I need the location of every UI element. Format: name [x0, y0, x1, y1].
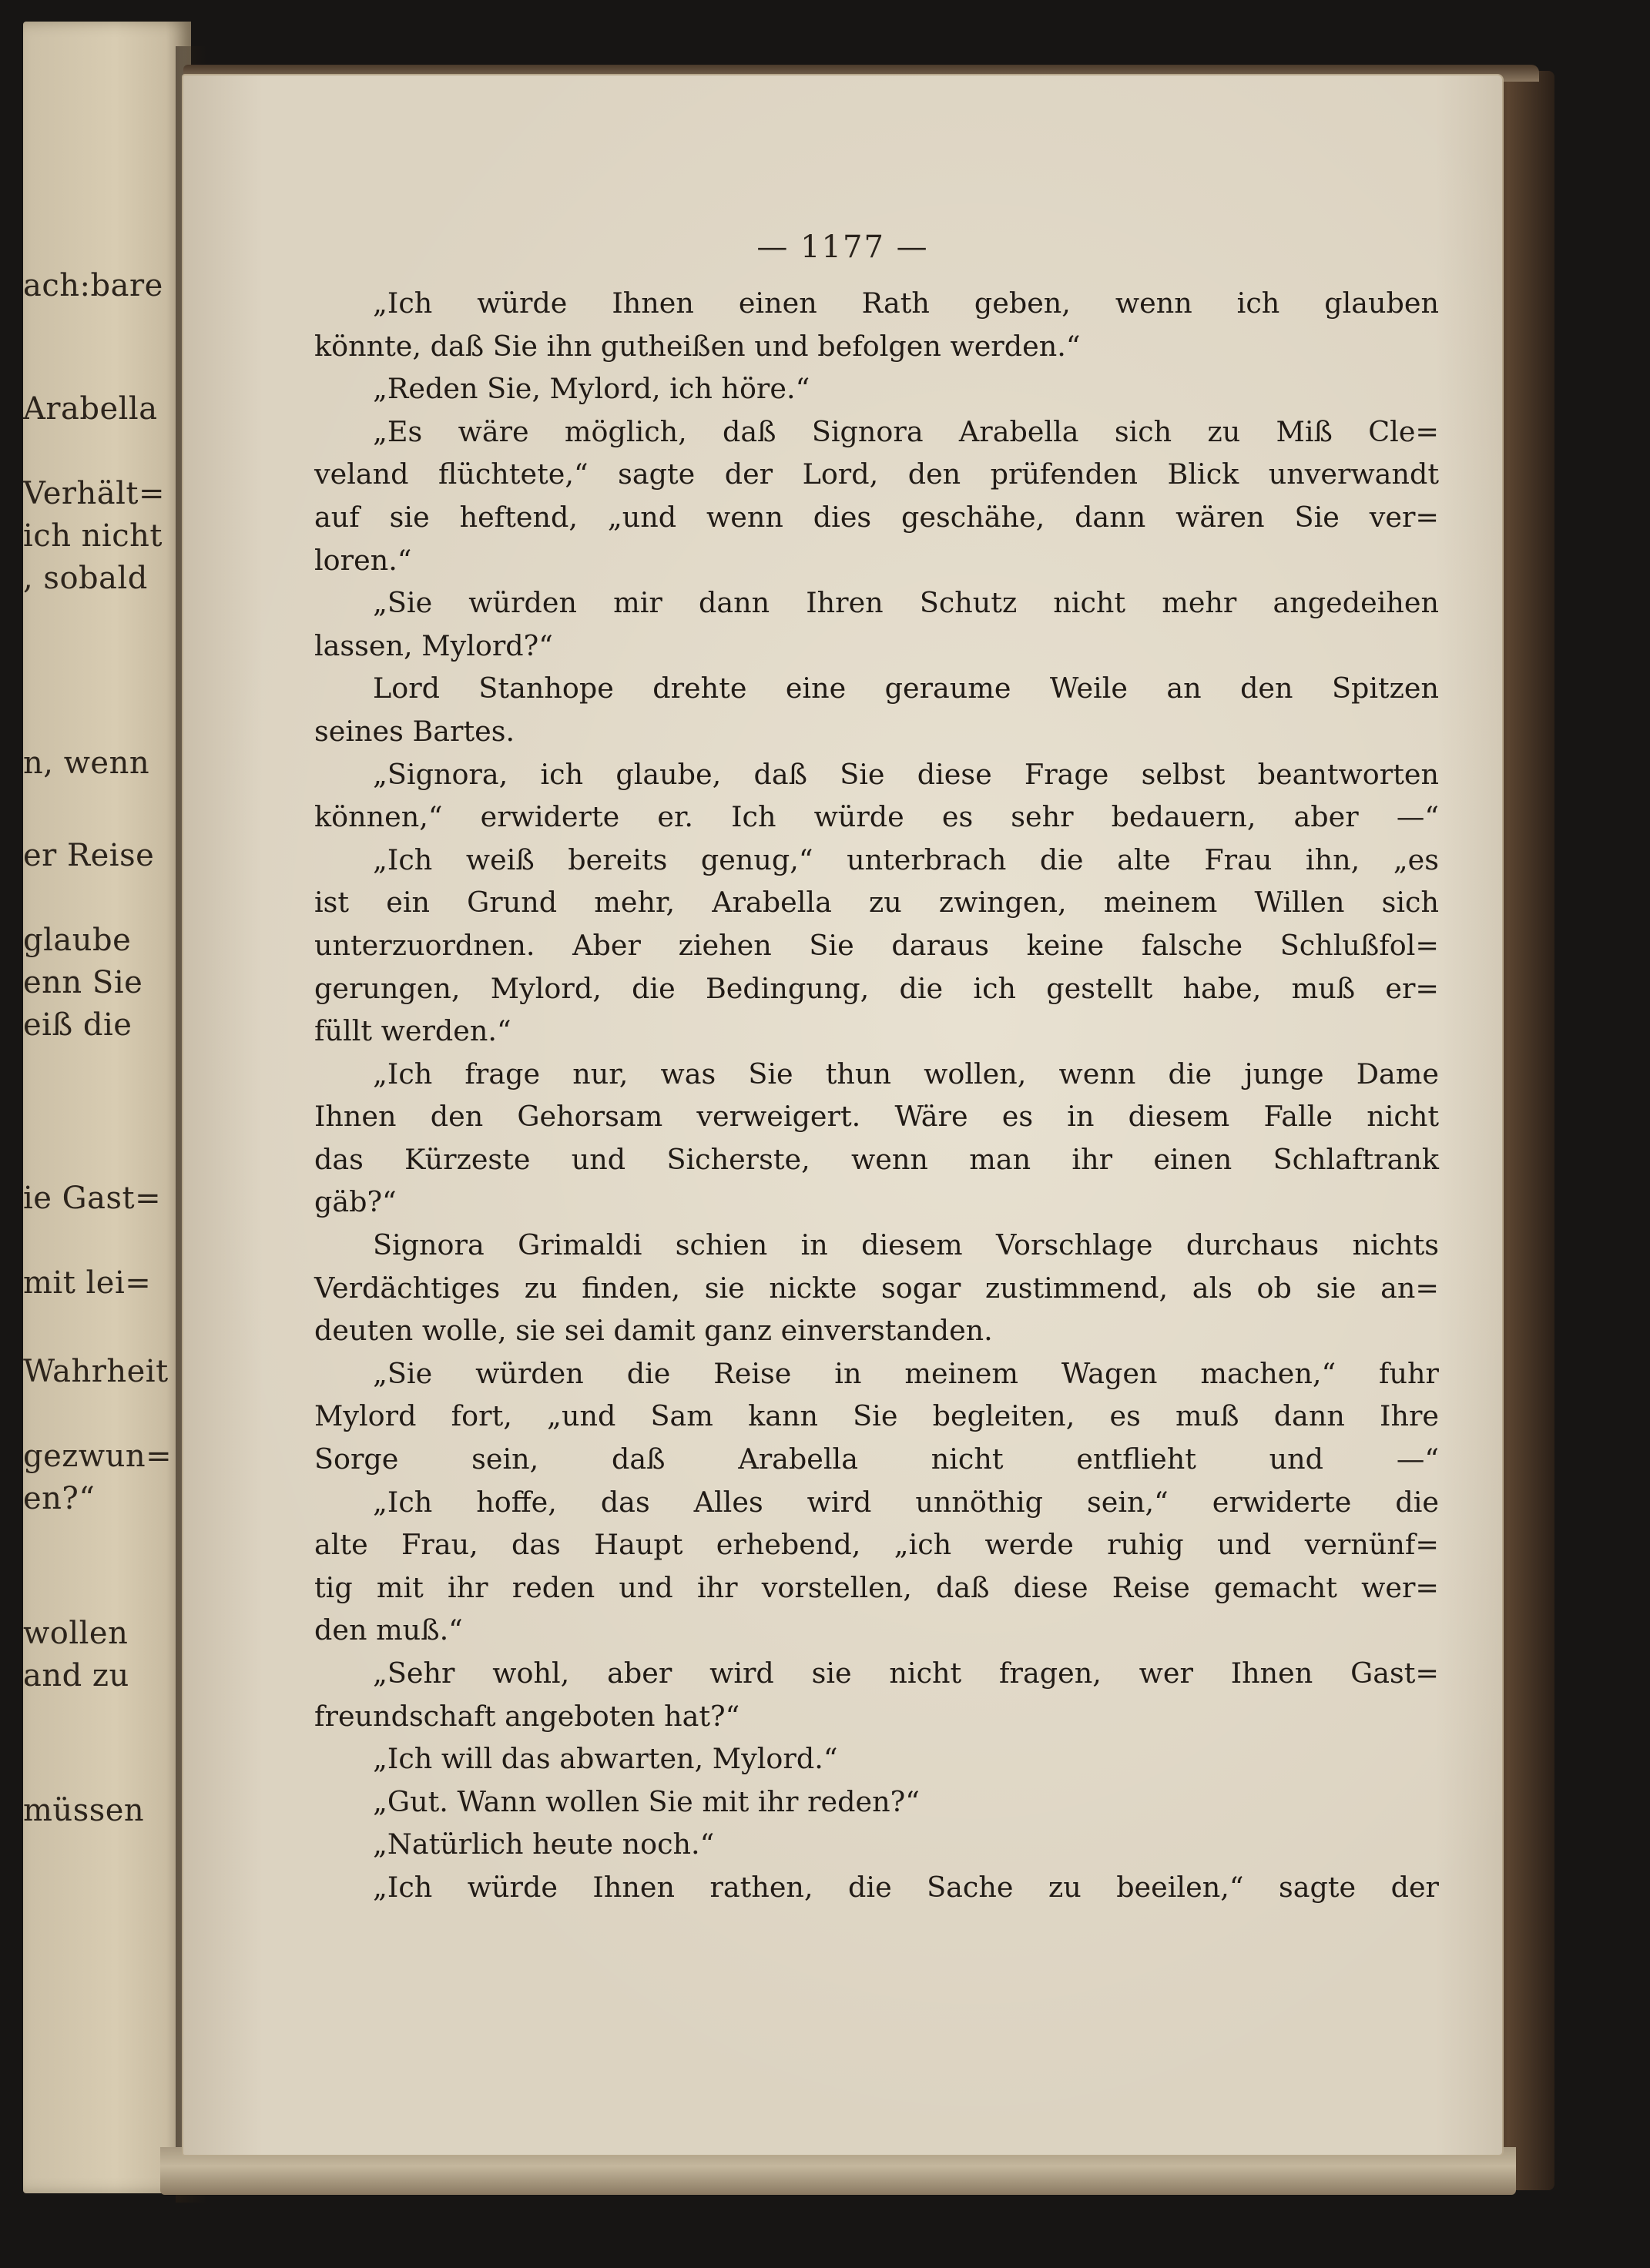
body-text — [314, 282, 1439, 1909]
text-line: Lord Stanhope drehte eine geraume Weile an den Spitzen — [373, 672, 1439, 705]
left-fragment: glaube — [23, 923, 132, 958]
text-line: seines Bartes. — [314, 714, 515, 748]
left-fragment: Verhält= — [23, 476, 165, 511]
text-line: füllt werden.“ — [314, 1014, 511, 1048]
text-line: „Gut. Wann wollen Sie mit ihr reden?“ — [373, 1784, 920, 1818]
left-fragment: Wahrheit — [23, 1354, 169, 1389]
text-line: ist ein Grund mehr, Arabella zu zwingen, meinem Willen sich — [314, 886, 1439, 920]
text-line: „Ich weiß bereits genug,“ unterbrach die alte Frau ihn, „es — [373, 843, 1439, 876]
text-line: „Es wäre möglich, daß Signora Arabella sich zu Miß Cle= — [373, 414, 1439, 448]
left-fragment: ach:bare — [23, 268, 163, 303]
left-fragment: gezwun= — [23, 1439, 173, 1474]
text-line: auf sie heftend, „und wenn dies geschähe, dann wären Sie ver= — [314, 500, 1439, 534]
text-line: „Sie würden die Reise in meinem Wagen machen,“ fuhr — [373, 1356, 1439, 1390]
text-line: könnte, daß Sie ihn gutheißen und befolgen werden.“ — [314, 329, 1081, 363]
text-line: unterzuordnen. Aber ziehen Sie daraus keine falsche Schlußfol= — [314, 928, 1439, 962]
text-line: lassen, Mylord?“ — [314, 628, 553, 662]
left-fragment: wollen — [23, 1616, 129, 1651]
text-line: Sorge sein, daß Arabella nicht entflieht und —“ — [314, 1442, 1439, 1476]
text-line: Ihnen den Gehorsam verweigert. Wäre es in diesem Falle nicht — [314, 1100, 1439, 1134]
text-line: „Ich hoffe, das Alles wird unnöthig sein,“ erwiderte die — [373, 1485, 1439, 1519]
left-fragment: and zu — [23, 1658, 129, 1693]
text-line: Verdächtiges zu finden, sie nickte sogar zustimmend, als ob sie an= — [314, 1271, 1439, 1305]
left-fragment: Arabella — [23, 391, 158, 427]
left-fragment: ich nicht — [23, 518, 163, 554]
text-line: „Ich frage nur, was Sie thun wollen, wenn die junge Dame — [373, 1057, 1439, 1090]
left-fragment: ie Gast= — [23, 1181, 162, 1216]
text-line: alte Frau, das Haupt erhebend, „ich werde ruhig und vernünf= — [314, 1528, 1439, 1562]
text-line: „Sie würden mir dann Ihren Schutz nicht mehr angedeihen — [373, 586, 1439, 620]
text-line: „Ich würde Ihnen einen Rath geben, wenn ich glauben — [373, 286, 1439, 320]
left-fragment: er Reise — [23, 838, 155, 873]
text-line: freundschaft angeboten hat?“ — [314, 1699, 740, 1733]
left-fragment: n, wenn — [23, 745, 150, 781]
text-line: „Natürlich heute noch.“ — [373, 1827, 715, 1861]
text-line: loren.“ — [314, 543, 412, 577]
left-fragment: , sobald — [23, 561, 148, 596]
text-line: „Reden Sie, Mylord, ich höre.“ — [373, 372, 810, 406]
text-line: „Sehr wohl, aber wird sie nicht fragen, wer Ihnen Gast= — [373, 1657, 1439, 1690]
text-line: Mylord fort, „und Sam kann Sie begleiten, es muß dann Ihre — [314, 1399, 1439, 1433]
text-line: veland flüchtete,“ sagte der Lord, den prüfenden Blick unverwandt — [314, 457, 1439, 491]
left-fragment: mit lei= — [23, 1265, 152, 1301]
text-line: „Ich will das abwarten, Mylord.“ — [373, 1742, 838, 1776]
text-line: deuten wolle, sie sei damit ganz einverstanden. — [314, 1314, 993, 1348]
left-fragment: enn Sie — [23, 965, 143, 1000]
page-number: — 1177 — — [756, 229, 929, 265]
text-line: „Signora, ich glaube, daß Sie diese Frage selbst beantworten — [373, 757, 1439, 791]
book-page — [183, 75, 1502, 2155]
left-fragment: eiß die — [23, 1007, 132, 1043]
text-line: tig mit ihr reden und ihr vorstellen, daß diese Reise gemacht wer= — [314, 1570, 1439, 1604]
text-line: das Kürzeste und Sicherste, wenn man ihr einen Schlaftrank — [314, 1142, 1439, 1176]
text-line: „Ich würde Ihnen rathen, die Sache zu beeilen,“ sagte der — [373, 1870, 1439, 1904]
text-line: gerungen, Mylord, die Bedingung, die ich gestellt habe, muß er= — [314, 971, 1439, 1005]
text-line: den muß.“ — [314, 1613, 463, 1647]
left-fragment: en?“ — [23, 1481, 96, 1516]
text-line: gäb?“ — [314, 1185, 397, 1219]
text-line: können,“ erwiderte er. Ich würde es sehr bedauern, aber —“ — [314, 800, 1439, 834]
text-line: Signora Grimaldi schien in diesem Vorschlage durchaus nichts — [373, 1228, 1439, 1262]
left-fragment: müssen — [23, 1793, 145, 1828]
previous-page-edge — [23, 22, 191, 2193]
